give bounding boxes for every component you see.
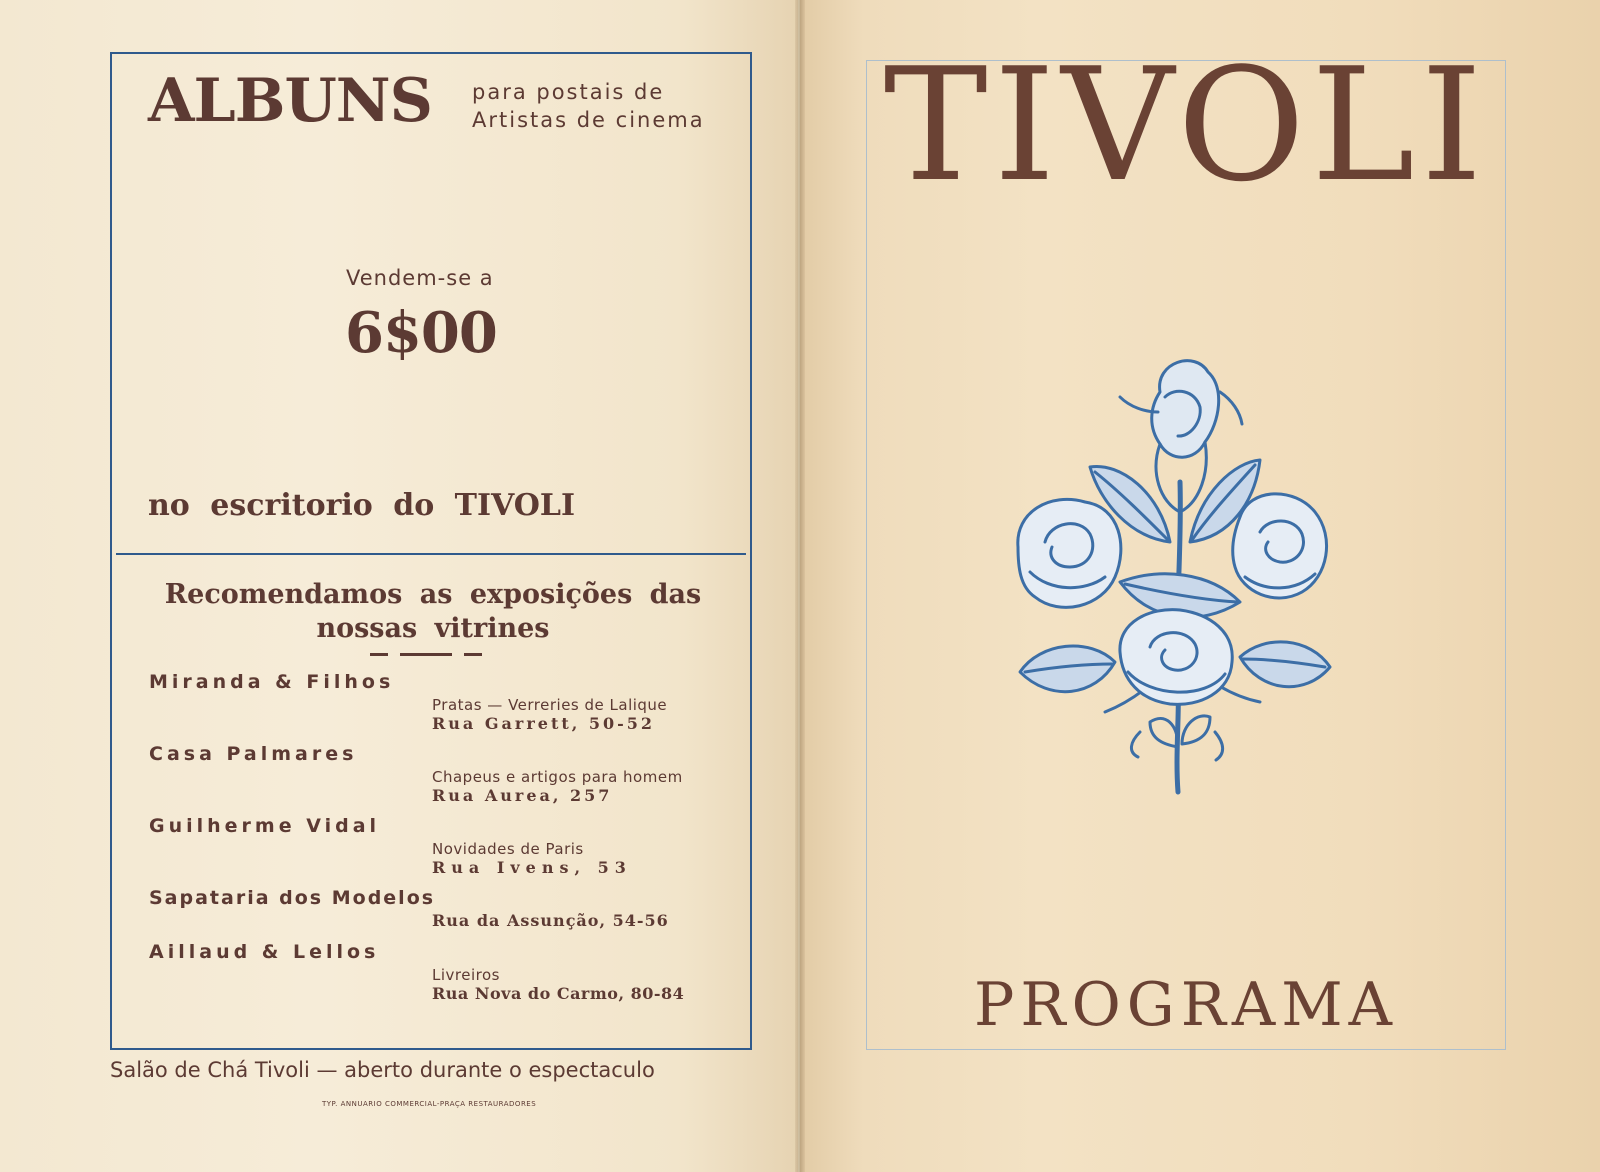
price: 6$00 <box>345 300 497 366</box>
shop-address: Rua Aurea, 257 <box>432 786 613 805</box>
shop-name: Aillaud & Lellos <box>149 941 380 963</box>
tea-room-note: Salão de Chá Tivoli — aberto durante o espectaculo <box>110 1058 655 1082</box>
shop-description: Pratas — Verreries de Lalique <box>432 696 668 714</box>
albuns-title: ALBUNS <box>148 66 432 136</box>
albuns-subtitle: para postais de Artistas de cinema <box>472 80 705 132</box>
printer-credit: TYP. ANNUARIO COMMERCIAL-PRAÇA RESTAURADORES <box>322 1100 537 1108</box>
shop-description: Novidades de Paris <box>432 840 584 858</box>
sale-location: no escritorio do TIVOLI <box>148 488 576 523</box>
shop-description: Livreiros <box>432 966 500 984</box>
dash-ornament <box>370 649 490 659</box>
shop-name: Sapataria dos Modelos <box>149 887 436 909</box>
page-fold <box>795 0 805 1172</box>
shop-name: Guilherme Vidal <box>149 815 381 837</box>
shop-name: Casa Palmares <box>149 743 358 765</box>
recommend-title: Recomendamos as exposições das nossas vitrines <box>164 579 702 644</box>
shop-address: Rua Garrett, 50-52 <box>432 714 656 733</box>
shop-address: Rua da Assunção, 54-56 <box>432 911 669 930</box>
cover-title: TIVOLI <box>883 34 1489 216</box>
section-divider <box>116 553 746 555</box>
shop-name: Miranda & Filhos <box>149 671 395 693</box>
shop-address: Rua Nova do Carmo, 80-84 <box>432 984 685 1003</box>
cover-subtitle: PROGRAMA <box>974 970 1398 1040</box>
shop-description: Chapeus e artigos para homem <box>432 768 683 786</box>
rose-bouquet-icon <box>1010 352 1360 812</box>
sale-label: Vendem-se a <box>346 266 494 290</box>
shop-address: Rua Ivens, 53 <box>432 858 632 877</box>
